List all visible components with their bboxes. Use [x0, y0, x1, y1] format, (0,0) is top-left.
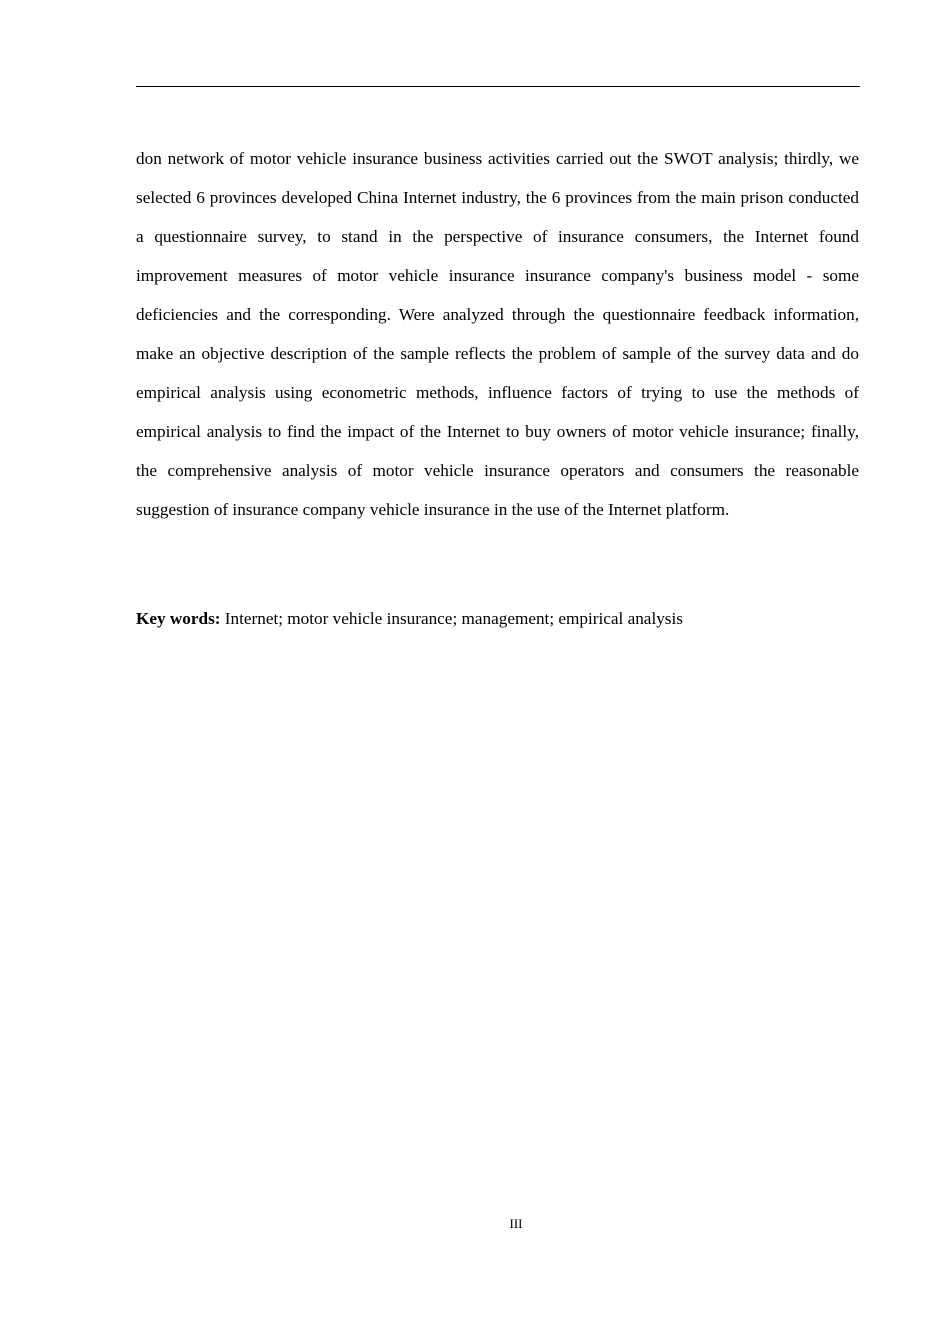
keywords-text: Internet; motor vehicle insurance; management; empirical analysis — [224, 609, 683, 628]
abstract-paragraph: don network of motor vehicle insurance business activities carried out the SWOT analysis; thirdly, we selected 6 provinces developed China Internet industry, the 6 provinces from the main prison conducted a questionnaire survey, to stand in the perspective of insurance consumers, the Internet found improvement measures of motor vehicle insurance insurance company's business model - some deficiencies and the corresponding. Were analyzed through the questionnaire feedback information, make an objective description of the sample reflects the problem of sample of the survey data and do empirical analysis using econometric methods, influence factors of trying to use the methods of empirical analysis to find the impact of the Internet to buy owners of motor vehicle insurance; finally, the comprehensive analysis of motor vehicle insurance operators and consumers the reasonable suggestion of insurance company vehicle insurance in the use of the Internet platform. — [136, 149, 859, 519]
keywords-line — [136, 605, 859, 633]
header-rule — [136, 86, 860, 87]
keywords-label: Key words: — [136, 609, 221, 628]
page-number: III — [509, 1216, 523, 1231]
